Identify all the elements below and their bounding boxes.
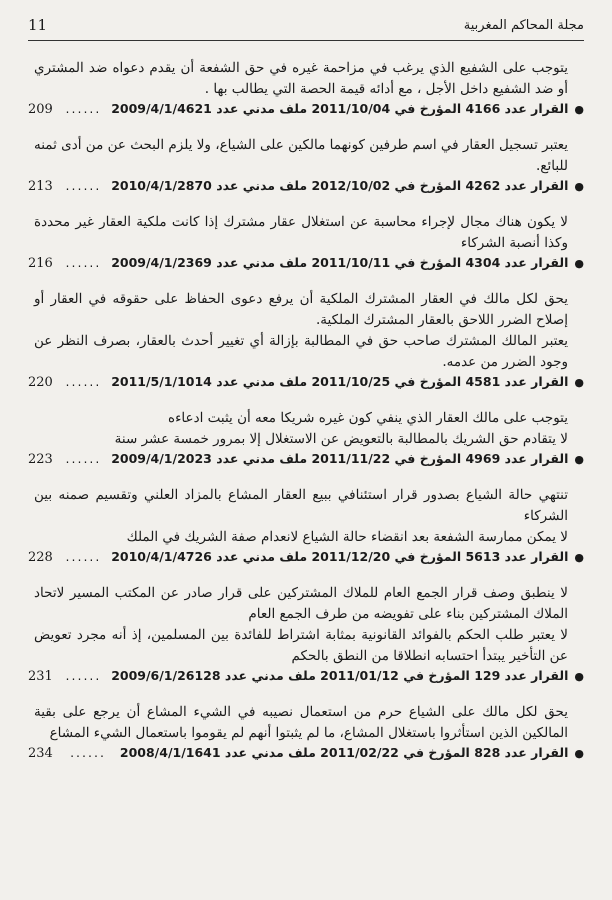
entry (28, 289, 584, 394)
ruling-citation-text: القرار عدد 129 المؤرخ في 2011/01/12 ملف مدني عدد 2009/6/1/26128 (111, 668, 569, 683)
entry-text (28, 485, 584, 548)
leader-dots: ...... (65, 255, 102, 270)
leader-dots: ...... (70, 745, 106, 760)
entry-paragraph: لا يتقادم حق الشريك بالمطالبة بالتعويض عن الاستغلال إلا بمرور خمسة عشر سنة (114, 431, 568, 447)
entry-text (28, 212, 584, 254)
bullet-icon: ● (574, 670, 584, 683)
ruling-citation-text: القرار عدد 4304 المؤرخ في 2011/10/11 ملف مدني عدد 2009/4/1/2369 (111, 255, 569, 270)
leader-dots: ...... (65, 451, 102, 466)
entry (28, 212, 584, 275)
journal-title: مجلة المحاكم المغربية (463, 17, 584, 33)
leader-dots: ...... (65, 178, 102, 193)
leader-dots: ...... (65, 374, 102, 389)
ruling-page-number: 231 (28, 669, 53, 684)
entry-paragraph: يحق لكل مالك في العقار المشترك الملكية أن يرفع دعوى الحفاظ على حقوقه في العقار أو إصلاح الضرر اللاحق بالعقار المشترك الملكية. (34, 291, 568, 328)
leader-dots: ...... (65, 101, 102, 116)
ruling-page-number: 216 (28, 256, 53, 271)
ruling-citation (111, 255, 584, 270)
ruling-reference (28, 668, 584, 688)
entry-paragraph: لا يكون هناك مجال لإجراء محاسبة عن استغلال عقار مشترك إذا كانت ملكية العقار غير محددة وكذا أنصبة الشركاء (34, 214, 568, 251)
ruling-citation-text: القرار عدد 828 المؤرخ في 2011/02/22 ملف مدني عدد 2008/4/1/1641 (119, 745, 569, 760)
ruling-citation (111, 178, 584, 193)
entry-paragraph: لا يمكن ممارسة الشفعة بعد انقضاء حالة الشياع لانعدام صفة الشريك في الملك (126, 529, 568, 545)
entry (28, 583, 584, 688)
page-header (28, 10, 584, 41)
bullet-icon: ● (574, 103, 584, 116)
entry-text (28, 408, 584, 450)
entry-paragraph: يتوجب على الشفيع الذي يرغب في مزاحمة غيره في حق الشفعة أن يقدم دعواه ضد المشتري أو ضد الشفيع داخل الأجل ، مع أدائه قيمة الحصة التي يطالب بها . (34, 60, 568, 97)
bullet-icon: ● (574, 453, 584, 466)
ruling-page-number: 223 (28, 452, 53, 467)
entry-paragraph: لا يعتبر طلب الحكم بالفوائد القانونية بمثابة اشتراط للفائدة بين المسلمين، إذ أنه مجرد تعويض عن التأخير يبتدأ احتسابه انطلاقا من النطق بالحكم (34, 627, 568, 664)
bullet-icon: ● (574, 180, 584, 193)
ruling-reference (28, 745, 584, 765)
ruling-reference (28, 255, 584, 275)
ruling-citation (111, 451, 584, 466)
ruling-page-number: 213 (28, 179, 53, 194)
entry-paragraph: تنتهي حالة الشياع بصدور قرار استئنافي ببيع العقار المشاع بالمزاد العلني وتقسيم صمنه بين الشركاء (34, 487, 568, 524)
leader-dots: ...... (65, 549, 102, 564)
entry (28, 58, 584, 121)
entries-list (28, 58, 584, 779)
ruling-citation (111, 549, 584, 564)
ruling-reference (28, 451, 584, 471)
entry-text (28, 58, 584, 100)
entry-text (28, 702, 584, 744)
ruling-reference (28, 549, 584, 569)
ruling-citation-text: القرار عدد 4969 المؤرخ في 2011/11/22 ملف مدني عدد 2009/4/1/2023 (111, 451, 569, 466)
entry-paragraph: يتوجب على مالك العقار الذي ينفي كون غيره شريكا معه أن يثبت ادعاءه (168, 410, 568, 426)
ruling-citation-text: القرار عدد 4166 المؤرخ في 2011/10/04 ملف مدني عدد 2009/4/1/4621 (111, 101, 569, 116)
ruling-page-number: 228 (28, 550, 53, 565)
ruling-page-number: 209 (28, 102, 53, 117)
entry (28, 135, 584, 198)
ruling-page-number: 234 (28, 746, 53, 761)
ruling-reference (28, 178, 584, 198)
ruling-citation (111, 101, 584, 116)
ruling-citation (118, 745, 584, 760)
bullet-icon: ● (574, 376, 584, 389)
entry-text (28, 135, 584, 177)
entry-text (28, 583, 584, 667)
ruling-page-number: 220 (28, 375, 53, 390)
ruling-citation-text: القرار عدد 5613 المؤرخ في 2011/12/20 ملف مدني عدد 2010/4/1/4726 (111, 549, 569, 564)
bullet-icon: ● (574, 257, 584, 270)
ruling-citation-text: القرار عدد 4262 المؤرخ في 2012/10/02 ملف مدني عدد 2010/4/1/2870 (111, 178, 569, 193)
leader-dots: ...... (65, 668, 102, 683)
entry-paragraph: يحق لكل مالك على الشياع حرم من استعمال نصيبه في الشيء المشاع أن يرجع على بقية المالكين الذين استأثروا باستغلال المشاع، ما لم يثبتوا أنهم لم يقوموا باستعمال الشيء المشاع (34, 704, 568, 741)
ruling-citation-text: القرار عدد 4581 المؤرخ في 2011/10/25 ملف مدني عدد 2011/5/1/1014 (111, 374, 569, 389)
entry-paragraph: لا ينطبق وصف قرار الجمع العام للملاك المشتركين على قرار صادر عن المكتب المسير لاتحاد الملاك المشتركين بناء على تفويضه من طرف الجمع العام (34, 585, 568, 622)
entry (28, 408, 584, 471)
bullet-icon: ● (574, 747, 584, 760)
entry (28, 485, 584, 569)
ruling-reference (28, 101, 584, 121)
entry-paragraph: يعتبر المالك المشترك صاحب حق في المطالبة بإزالة أي تغيير أحدث بالعقار، بصرف النظر عن وجود الضرر من عدمه. (34, 333, 568, 370)
page-number: 11 (28, 16, 48, 34)
entry-text (28, 289, 584, 373)
ruling-reference (28, 374, 584, 394)
entry-paragraph: يعتبر تسجيل العقار في اسم طرفين كونهما مالكين على الشياع، ولا يلزم البحث عن من أدى ثمنه للبائع. (34, 137, 568, 174)
ruling-citation (111, 374, 584, 389)
bullet-icon: ● (574, 551, 584, 564)
entry (28, 702, 584, 765)
ruling-citation (111, 668, 584, 683)
